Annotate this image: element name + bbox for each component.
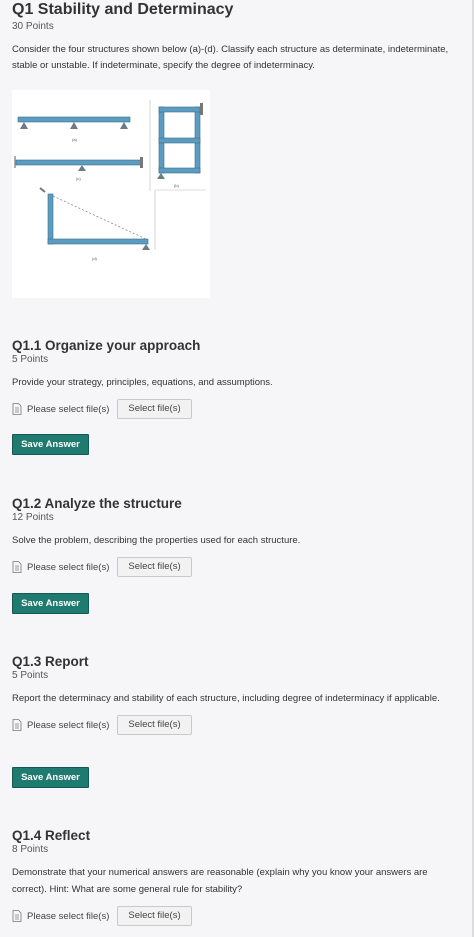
figure-label-d: (d) [92, 256, 97, 261]
subquestion-title [12, 827, 462, 844]
structures-diagram [12, 90, 210, 298]
subquestion-q1-3 [12, 653, 462, 735]
subquestion-number: Q1.1 [12, 338, 42, 353]
question-points: 30 Points [12, 21, 54, 32]
figure-label-c: (c) [76, 176, 81, 181]
question-title-text: Stability and Determinacy [37, 1, 234, 18]
question-q1 [12, 0, 462, 74]
file-upload-row [12, 906, 462, 926]
subquestion-title-text: Organize your approach [45, 338, 201, 353]
file-upload-row [12, 557, 462, 577]
save-answer-button[interactable]: Save Answer [12, 434, 89, 455]
subquestion-prompt: Solve the problem, describing the properties used for each structure. [12, 535, 301, 546]
save-answer-button[interactable]: Save Answer [12, 767, 89, 788]
select-files-button[interactable]: Select file(s) [117, 557, 191, 577]
subquestion-number: Q1.4 [12, 828, 42, 843]
file-status-label: Please select file(s) [27, 403, 110, 415]
subquestion-q1-1 [12, 337, 462, 419]
subquestion-number: Q1.3 [12, 654, 42, 669]
file-status-label: Please select file(s) [27, 561, 110, 573]
figure-label-a: (a) [72, 137, 77, 142]
subquestion-q1-4 [12, 827, 462, 926]
question-number: Q1 [12, 1, 34, 18]
subquestion-points: 8 Points [12, 844, 49, 855]
subquestion-points: 12 Points [12, 512, 54, 523]
select-files-button[interactable]: Select file(s) [117, 399, 191, 419]
subquestion-prompt: Demonstrate that your numerical answers are reasonable (explain why you know your answers are correct). Hint: What are some general rule for stability? [12, 867, 428, 895]
select-files-button[interactable]: Select file(s) [117, 715, 191, 735]
subquestion-title [12, 337, 462, 354]
file-icon [12, 561, 22, 573]
figure-label-b: (b) [174, 183, 179, 188]
subquestion-title-text: Analyze the structure [44, 496, 182, 511]
subquestion-prompt: Provide your strategy, principles, equations, and assumptions. [12, 377, 273, 388]
file-icon [12, 910, 22, 922]
file-upload-row [12, 715, 462, 735]
subquestion-number: Q1.2 [12, 496, 42, 511]
question-prompt: Consider the four structures shown below (a)-(d). Classify each structure as determinate, indeterminate, stable or unstable. If indeterminate, specify the degree of indeterminacy. [12, 44, 449, 71]
subquestion-title-text: Report [45, 654, 89, 669]
subquestion-title [12, 653, 462, 670]
file-upload-row [12, 399, 462, 419]
file-status-label: Please select file(s) [27, 910, 110, 922]
structures-figure [12, 90, 210, 298]
subquestion-title-text: Reflect [45, 828, 91, 843]
save-answer-button[interactable]: Save Answer [12, 593, 89, 614]
subquestion-points: 5 Points [12, 670, 49, 681]
subquestion-title [12, 495, 462, 512]
subquestion-points: 5 Points [12, 354, 49, 365]
subquestion-q1-2 [12, 495, 462, 577]
subquestion-prompt: Report the determinacy and stability of each structure, including degree of indeterminacy if applicable. [12, 693, 440, 704]
file-status-label: Please select file(s) [27, 719, 110, 731]
file-icon [12, 719, 22, 731]
select-files-button[interactable]: Select file(s) [117, 906, 191, 926]
question-title [12, 0, 462, 20]
file-icon [12, 403, 22, 415]
